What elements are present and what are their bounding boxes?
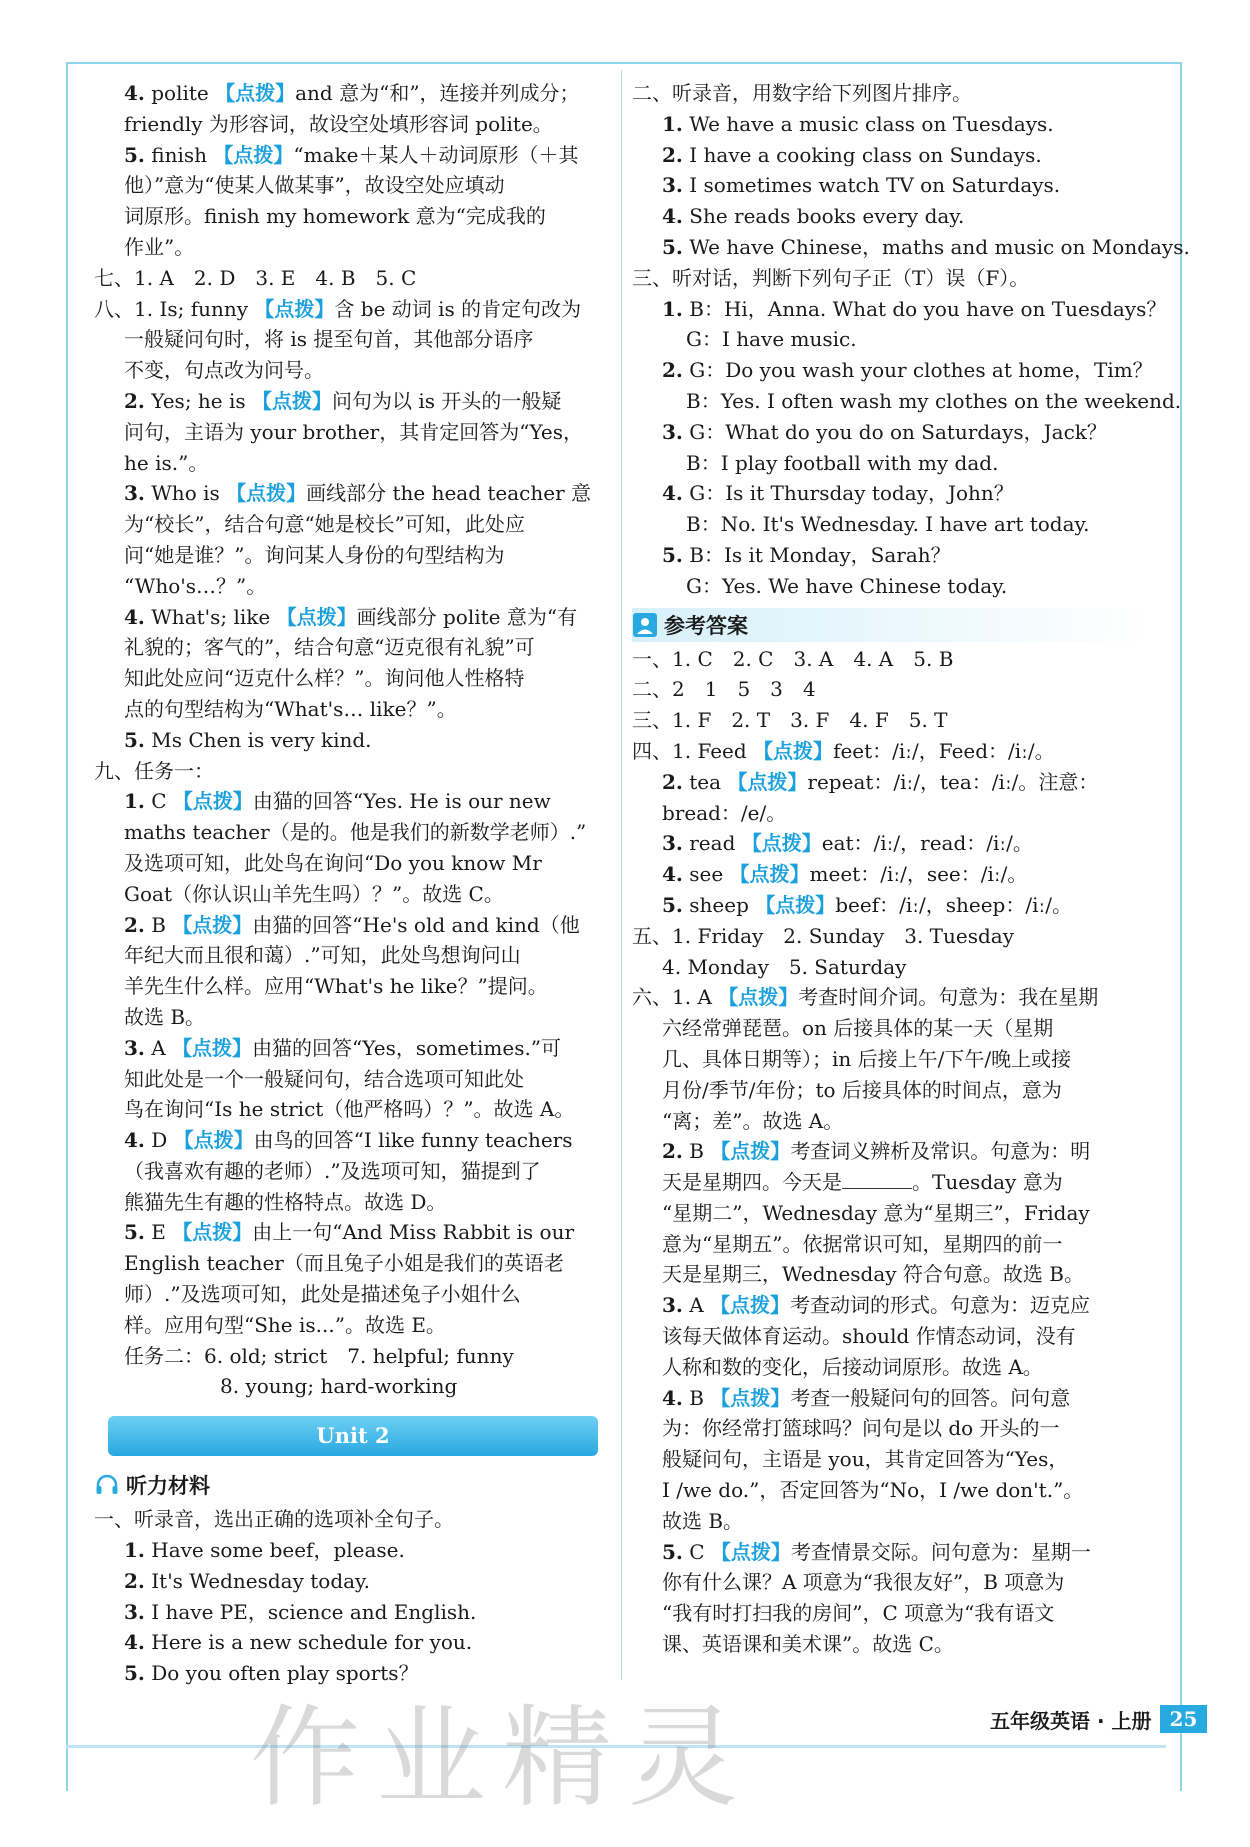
line-text: G：Is it Thursday today，John？ [689, 481, 1014, 506]
text-line [632, 324, 1152, 355]
text-line [632, 736, 1152, 767]
line-text: 天是星期四。今天是 [662, 1170, 842, 1195]
text-line [632, 1383, 1152, 1414]
line-text: B [689, 1385, 711, 1410]
text-line [94, 1187, 609, 1218]
line-text-rest: 由鸟的回答“I like funny teachers [253, 1128, 573, 1153]
text-line [632, 644, 1152, 675]
line-text-rest: 由上一句“And Miss Rabbit is our [252, 1220, 575, 1245]
item-number: 2. [124, 1568, 145, 1593]
text-line [632, 798, 1152, 829]
text-line [632, 355, 1152, 386]
text-line [94, 478, 609, 509]
fill-blank [842, 1188, 912, 1189]
text-line [94, 1371, 609, 1402]
item-number: 3. [662, 1293, 683, 1318]
watermark: 作业精灵 [250, 1694, 754, 1822]
line-text: B：No. It's Wednesday. I have art today. [686, 512, 1090, 537]
text-line [94, 140, 609, 171]
hint-tag: 【点拨】 [172, 1220, 253, 1245]
line-text: he is.”。 [124, 450, 209, 475]
line-text: It's Wednesday today. [151, 1568, 371, 1593]
line-text: 为“校长”，结合句意“她是校长”可知，此处应 [124, 512, 525, 537]
text-line [94, 170, 609, 201]
line-text: English teacher（而且兔子小姐是我们的英语老 [124, 1251, 564, 1276]
text-line [94, 786, 609, 817]
text-line [632, 767, 1152, 798]
line-text-rest: eat：/iː/，read：/iː/。 [821, 831, 1033, 856]
item-number: 2. [662, 142, 683, 167]
line-text: finish [151, 142, 214, 167]
item-number: 1. [124, 1538, 145, 1563]
text-line [94, 1002, 609, 1033]
line-text: 故选 B。 [662, 1508, 744, 1533]
text-line [632, 890, 1152, 921]
line-text: read [689, 831, 742, 856]
line-text: 故选 B。 [124, 1004, 206, 1029]
item-number: 5. [662, 1539, 683, 1564]
line-text-rest: repeat：/iː/，tea：/iː/。注意： [807, 769, 1099, 794]
line-text: 年纪大而且很和蔼）.”可知，此处鸟想询问山 [124, 943, 521, 968]
text-line [632, 705, 1152, 736]
text-line [632, 1413, 1152, 1444]
line-text-rest: 考查一般疑问句的回答。问句意 [790, 1385, 1071, 1410]
line-text: B [689, 1139, 711, 1164]
item-number: 1. [662, 296, 683, 321]
item-number: 3. [124, 481, 145, 506]
line-text: 样。应用句型“She is...”。故选 E。 [124, 1312, 446, 1337]
line-text: Here is a new schedule for you. [151, 1630, 473, 1655]
line-text: 七、1. A 2. D 3. E 4. B 5. C [94, 265, 417, 290]
line-text: 意为“星期五”。依据常识可知，星期四的前一 [662, 1231, 1063, 1256]
text-line [632, 1229, 1152, 1260]
text-line [94, 1094, 609, 1125]
text-line [94, 725, 609, 756]
answer-lines-right [632, 644, 1152, 1660]
item-number: 3. [662, 831, 683, 856]
line-text: 4. Monday 5. Saturday [662, 954, 907, 979]
text-line [632, 1167, 1152, 1198]
item-number: 3. [662, 419, 683, 444]
hint-tag: 【点拨】 [710, 1385, 791, 1410]
line-text: 一般疑问句时，将 is 提至句首，其他部分语序 [124, 327, 534, 352]
line-text: A [151, 1035, 173, 1060]
line-text: Who is [151, 481, 227, 506]
text-line [632, 674, 1152, 705]
text-line [94, 910, 609, 941]
line-text: tea [689, 769, 728, 794]
item-number: 4. [124, 1630, 145, 1655]
left-column [94, 78, 609, 1689]
line-text-rest: 考查时间介词。句意为：我在星期 [798, 985, 1099, 1010]
text-line [632, 1598, 1152, 1629]
line-text: 不变，句点改为问号。 [124, 358, 324, 383]
hint-tag: 【点拨】 [172, 912, 253, 937]
line-text: 四、1. Feed [632, 738, 754, 763]
text-line [94, 940, 609, 971]
unit-banner: Unit 2 [108, 1416, 598, 1456]
line-text: 问句，主语为 your brother，其肯定回答为“Yes， [124, 419, 584, 444]
item-number: 5. [124, 1220, 145, 1245]
text-line [632, 1629, 1152, 1660]
text-line [632, 859, 1152, 890]
line-text-rest: feet：/iː/，Feed：/iː/。 [833, 738, 1055, 763]
line-text: 礼貌的；客气的”，结合句意“迈克很有礼貌”可 [124, 635, 535, 660]
text-line [632, 1352, 1152, 1383]
text-line [94, 232, 609, 263]
line-text: B [151, 912, 173, 937]
listening-title: 听力材料 [126, 1474, 210, 1499]
line-text-rest: 由猫的回答“He's old and kind（他 [252, 912, 580, 937]
text-line [632, 571, 1152, 602]
line-text-rest: meet：/iː/，see：/iː/。 [809, 862, 1028, 887]
listening-section-header [94, 1468, 609, 1502]
text-line [632, 448, 1152, 479]
hint-tag: 【点拨】 [729, 862, 810, 887]
line-text-after: 。Tuesday 意为 [912, 1170, 1063, 1195]
text-line [94, 386, 609, 417]
item-number: 1. [124, 789, 145, 814]
item-number: 4. [662, 204, 683, 229]
line-text: Yes; he is [151, 388, 253, 413]
text-line [94, 324, 609, 355]
line-text: 六经常弹琵琶。on 后接具体的某一天（星期 [662, 1016, 1054, 1041]
item-number: 4. [662, 481, 683, 506]
text-line [94, 1033, 609, 1064]
text-line [632, 952, 1152, 983]
line-text: friendly 为形容词，故设空处填形容词 polite。 [124, 111, 553, 136]
text-line [632, 540, 1152, 571]
hint-tag: 【点拨】 [252, 388, 333, 413]
line-text: 月份/季节/年份；to 后接具体的时间点，意为 [662, 1077, 1062, 1102]
line-text: 六、1. A [632, 985, 719, 1010]
text-line [94, 1217, 609, 1248]
text-line [632, 1075, 1152, 1106]
text-line [94, 602, 609, 633]
line-text: 点的句型结构为“What's… like？”。 [124, 696, 457, 721]
line-text: G：Do you wash your clothes at home，Tim？ [689, 358, 1153, 383]
person-icon [632, 612, 658, 638]
text-line [632, 478, 1152, 509]
line-text: 几、具体日期等）；in 后接上午/下午/晚上或接 [662, 1046, 1072, 1071]
hint-tag: 【点拨】 [710, 1293, 791, 1318]
left-answer-lines [94, 78, 609, 1402]
line-text: 鸟在询问“Is he strict（他严格吗）？”。故选 A。 [124, 1097, 575, 1122]
line-text-rest: 考查情景交际。问句意为：星期一 [790, 1539, 1091, 1564]
line-text: C [689, 1539, 711, 1564]
line-text: B：Yes. I often wash my clothes on the weekend. [686, 388, 1182, 413]
text-line [94, 1627, 609, 1658]
text-line [94, 756, 609, 787]
text-line [632, 1506, 1152, 1537]
text-line [94, 879, 609, 910]
text-line [94, 1156, 609, 1187]
text-line [632, 1321, 1152, 1352]
line-text: B：I play football with my dad. [686, 450, 999, 475]
line-text-rest: 问句为以 is 开头的一般疑 [332, 388, 562, 413]
page-number: 25 [1160, 1705, 1208, 1733]
text-line [632, 170, 1152, 201]
text-line [632, 232, 1190, 263]
item-number: 5. [124, 1661, 145, 1686]
text-line [94, 1279, 609, 1310]
line-text: 他）”意为“使某人做某事”，故设空处应填动 [124, 173, 505, 198]
text-line [632, 1259, 1152, 1290]
line-text: I have a cooking class on Sundays. [689, 142, 1042, 167]
line-text: 及选项可知，此处鸟在询问“Do you know Mr [124, 850, 542, 875]
text-line [94, 632, 609, 663]
text-line [94, 109, 609, 140]
text-line [94, 1064, 609, 1095]
line-text: Do you often play sports？ [151, 1661, 419, 1686]
hint-tag: 【点拨】 [741, 831, 822, 856]
text-line [632, 109, 1152, 140]
item-number: 3. [124, 1599, 145, 1624]
item-number: 3. [124, 1035, 145, 1060]
hint-tag: 【点拨】 [213, 142, 294, 167]
line-text: sheep [689, 892, 756, 917]
line-text-rest: 画线部分 polite 意为“有 [356, 604, 578, 629]
item-number: 4. [124, 1128, 145, 1153]
item-number: 5. [124, 727, 145, 752]
item-number: 2. [124, 912, 145, 937]
right-column [632, 78, 1190, 1660]
text-line [94, 417, 609, 448]
item-number: 4. [662, 1385, 683, 1410]
text-line [632, 1106, 1152, 1137]
line-text: 一、听录音，选出正确的选项补全句子。 [94, 1507, 454, 1532]
line-text: 8. young; hard-working [160, 1374, 458, 1399]
line-text: 三、听对话，判断下列句子正（T）误（F）。 [632, 265, 1030, 290]
line-text: G：Yes. We have Chinese today. [686, 573, 1008, 598]
text-line [632, 1198, 1152, 1229]
text-line [94, 663, 609, 694]
line-text: 二、2 1 5 3 4 [632, 677, 816, 702]
line-text: 词原形。finish my homework 意为“完成我的 [124, 204, 546, 229]
line-text: 该每天做体育运动。should 作情态动词，没有 [662, 1324, 1076, 1349]
item-number: 5. [662, 234, 683, 259]
line-text: 三、1. F 2. T 3. F 4. F 5. T [632, 708, 948, 733]
text-line [632, 1290, 1152, 1321]
text-line [94, 509, 609, 540]
listening-lines-left [94, 1504, 609, 1689]
line-text: A [689, 1293, 711, 1318]
line-text: 天是星期三，Wednesday 符合句意。故选 B。 [662, 1262, 1084, 1287]
item-number: 2. [662, 358, 683, 383]
hint-tag: 【点拨】 [172, 789, 253, 814]
text-line [632, 201, 1152, 232]
item-number: 5. [662, 892, 683, 917]
text-line [632, 1475, 1152, 1506]
line-text: E [151, 1220, 173, 1245]
line-text: She reads books every day. [689, 204, 965, 229]
text-line [632, 263, 1152, 294]
text-line [632, 921, 1152, 952]
text-line [632, 509, 1152, 540]
line-text-rest: beef：/iː/，sheep：/iː/。 [835, 892, 1072, 917]
line-text: bread：/e/。 [662, 800, 787, 825]
line-text: 五、1. Friday 2. Sunday 3. Tuesday [632, 923, 1015, 948]
item-number: 2. [662, 769, 683, 794]
listening-lines-right [632, 78, 1190, 602]
hint-tag: 【点拨】 [276, 604, 357, 629]
line-text: Have some beef，please. [151, 1538, 405, 1563]
text-line [94, 817, 609, 848]
line-text: 八、1. Is; funny [94, 296, 255, 321]
line-text-rest: 由猫的回答“Yes. He is our new [252, 789, 551, 814]
item-number: 2. [124, 388, 145, 413]
line-text: maths teacher（是的。他是我们的新数学老师）.” [124, 820, 587, 845]
column-divider [621, 70, 622, 1680]
line-text: “离；差”。故选 A。 [662, 1108, 844, 1133]
line-text: 般疑问句，主语是 you，其肯定回答为“Yes， [662, 1447, 1069, 1472]
hint-tag: 【点拨】 [710, 1139, 791, 1164]
line-text-rest: 含 be 动词 is 的肯定句改为 [334, 296, 582, 321]
line-text: G：What do you do on Saturdays，Jack？ [689, 419, 1107, 444]
line-text: We have a music class on Tuesdays. [689, 111, 1054, 136]
line-text: B：Is it Monday，Sarah？ [689, 542, 951, 567]
text-line [94, 263, 609, 294]
line-text: polite [151, 81, 216, 105]
text-line [632, 982, 1152, 1013]
hint-tag: 【点拨】 [172, 1035, 253, 1060]
text-line [632, 1136, 1152, 1167]
hint-tag: 【点拨】 [755, 892, 836, 917]
text-line [94, 1504, 609, 1535]
item-number: 3. [662, 173, 683, 198]
item-number: 2. [662, 1139, 683, 1164]
line-text: （我喜欢有趣的老师）.”及选项可知，猫提到了 [124, 1158, 541, 1183]
line-text-rest: and 意为“和”，连接并列成分； [295, 81, 580, 105]
hint-tag: 【点拨】 [254, 296, 335, 321]
hint-tag: 【点拨】 [753, 738, 834, 763]
item-number: 5. [662, 542, 683, 567]
line-text: We have Chinese，maths and music on Mondays. [689, 234, 1190, 259]
line-text: 作业”。 [124, 234, 195, 259]
headphones-icon [94, 1472, 120, 1498]
text-line [94, 540, 609, 571]
item-number: 4. [662, 862, 683, 887]
text-line [94, 1125, 609, 1156]
line-text-rest: “make＋某人＋动词原形（＋其 [293, 142, 579, 167]
line-text: G：I have music. [686, 327, 857, 352]
text-line [94, 1341, 609, 1372]
page-footer [990, 1702, 1207, 1736]
text-line [94, 448, 609, 479]
text-line [94, 201, 609, 232]
hint-tag: 【点拨】 [215, 81, 296, 105]
hint-tag: 【点拨】 [226, 481, 307, 506]
text-line [632, 828, 1152, 859]
line-text-rest: 考查动词的形式。句意为：迈克应 [790, 1293, 1091, 1318]
line-text-rest: 考查词义辨析及常识。句意为：明 [790, 1139, 1091, 1164]
text-line [94, 694, 609, 725]
text-line [632, 294, 1167, 325]
line-text: “我有时打扫我的房间”，C 项意为“我有语文 [662, 1601, 1055, 1626]
text-line [632, 1567, 1152, 1598]
text-line [94, 1310, 609, 1341]
line-text: What's; like [151, 604, 277, 629]
text-line [632, 140, 1152, 171]
hint-tag: 【点拨】 [727, 769, 808, 794]
line-text: 熊猫先生有趣的性格特点。故选 D。 [124, 1189, 447, 1214]
text-line [94, 1597, 609, 1628]
text-line [94, 848, 609, 879]
line-text-rest: 画线部分 the head teacher 意 [306, 481, 592, 506]
text-line [632, 1044, 1152, 1075]
line-text: 为：你经常打篮球吗？问句是以 do 开头的一 [662, 1416, 1060, 1441]
line-text: 二、听录音，用数字给下列图片排序。 [632, 81, 972, 105]
line-text: 知此处应问“迈克什么样？”。询问他人性格特 [124, 666, 525, 691]
text-line [94, 1248, 609, 1279]
text-line [94, 355, 609, 386]
text-line [94, 78, 609, 109]
line-text-rest: 由猫的回答“Yes，sometimes.”可 [252, 1035, 562, 1060]
line-text: 任务二：6. old; strict 7. helpful; funny [124, 1343, 514, 1368]
item-number: 1. [662, 111, 683, 136]
text-line [94, 571, 609, 602]
text-line [632, 78, 1152, 109]
line-text: 课、英语课和美术课”。故选 C。 [662, 1632, 954, 1657]
line-text: 师）.”及选项可知，此处是描述兔子小姐什么 [124, 1282, 521, 1307]
line-text: 一、1. C 2. C 3. A 4. A 5. B [632, 646, 954, 671]
item-number: 4. [124, 604, 145, 629]
hint-tag: 【点拨】 [710, 1539, 791, 1564]
line-text: 九、任务一： [94, 758, 214, 783]
line-text: 知此处是一个一般疑问句，结合选项可知此处 [124, 1066, 524, 1091]
footer-title: 五年级英语 · 上册 [990, 1708, 1152, 1733]
line-text: 人称和数的变化，后接动词原形。故选 A。 [662, 1354, 1043, 1379]
line-text: 问“她是谁？”。询问某人身份的句型结构为 [124, 542, 505, 567]
line-text: B：Hi，Anna. What do you have on Tuesdays？ [689, 296, 1167, 321]
answers-title: 参考答案 [664, 613, 748, 638]
text-line [94, 1535, 609, 1566]
item-number: 4. [124, 81, 145, 105]
text-line [94, 1566, 609, 1597]
line-text: Ms Chen is very kind. [151, 727, 372, 752]
hint-tag: 【点拨】 [718, 985, 799, 1010]
text-line [632, 1444, 1152, 1475]
line-text: Goat（你认识山羊先生吗）？”。故选 C。 [124, 881, 504, 906]
text-line [632, 1013, 1152, 1044]
line-text: I have PE，science and English. [151, 1599, 477, 1624]
text-line [632, 1537, 1152, 1568]
hint-tag: 【点拨】 [173, 1128, 254, 1153]
line-text: see [689, 862, 730, 887]
line-text: I sometimes watch TV on Saturdays. [689, 173, 1061, 198]
text-line [632, 386, 1182, 417]
line-text: 你有什么课？A 项意为“我很友好”，B 项意为 [662, 1570, 1065, 1595]
line-text: C [151, 789, 173, 814]
item-number: 5. [124, 142, 145, 167]
line-text: “星期二”，Wednesday 意为“星期三”，Friday [662, 1200, 1090, 1225]
text-line [632, 417, 1152, 448]
line-text: “Who's…？”。 [124, 573, 267, 598]
text-line [94, 971, 609, 1002]
line-text: D [151, 1128, 174, 1153]
text-line [94, 294, 609, 325]
line-text: I /we do.”，否定回答为“No，I /we don't.”。 [662, 1478, 1084, 1503]
answers-section-header [632, 608, 1152, 642]
line-text: 羊先生什么样。应用“What's he like？”提问。 [124, 974, 548, 999]
